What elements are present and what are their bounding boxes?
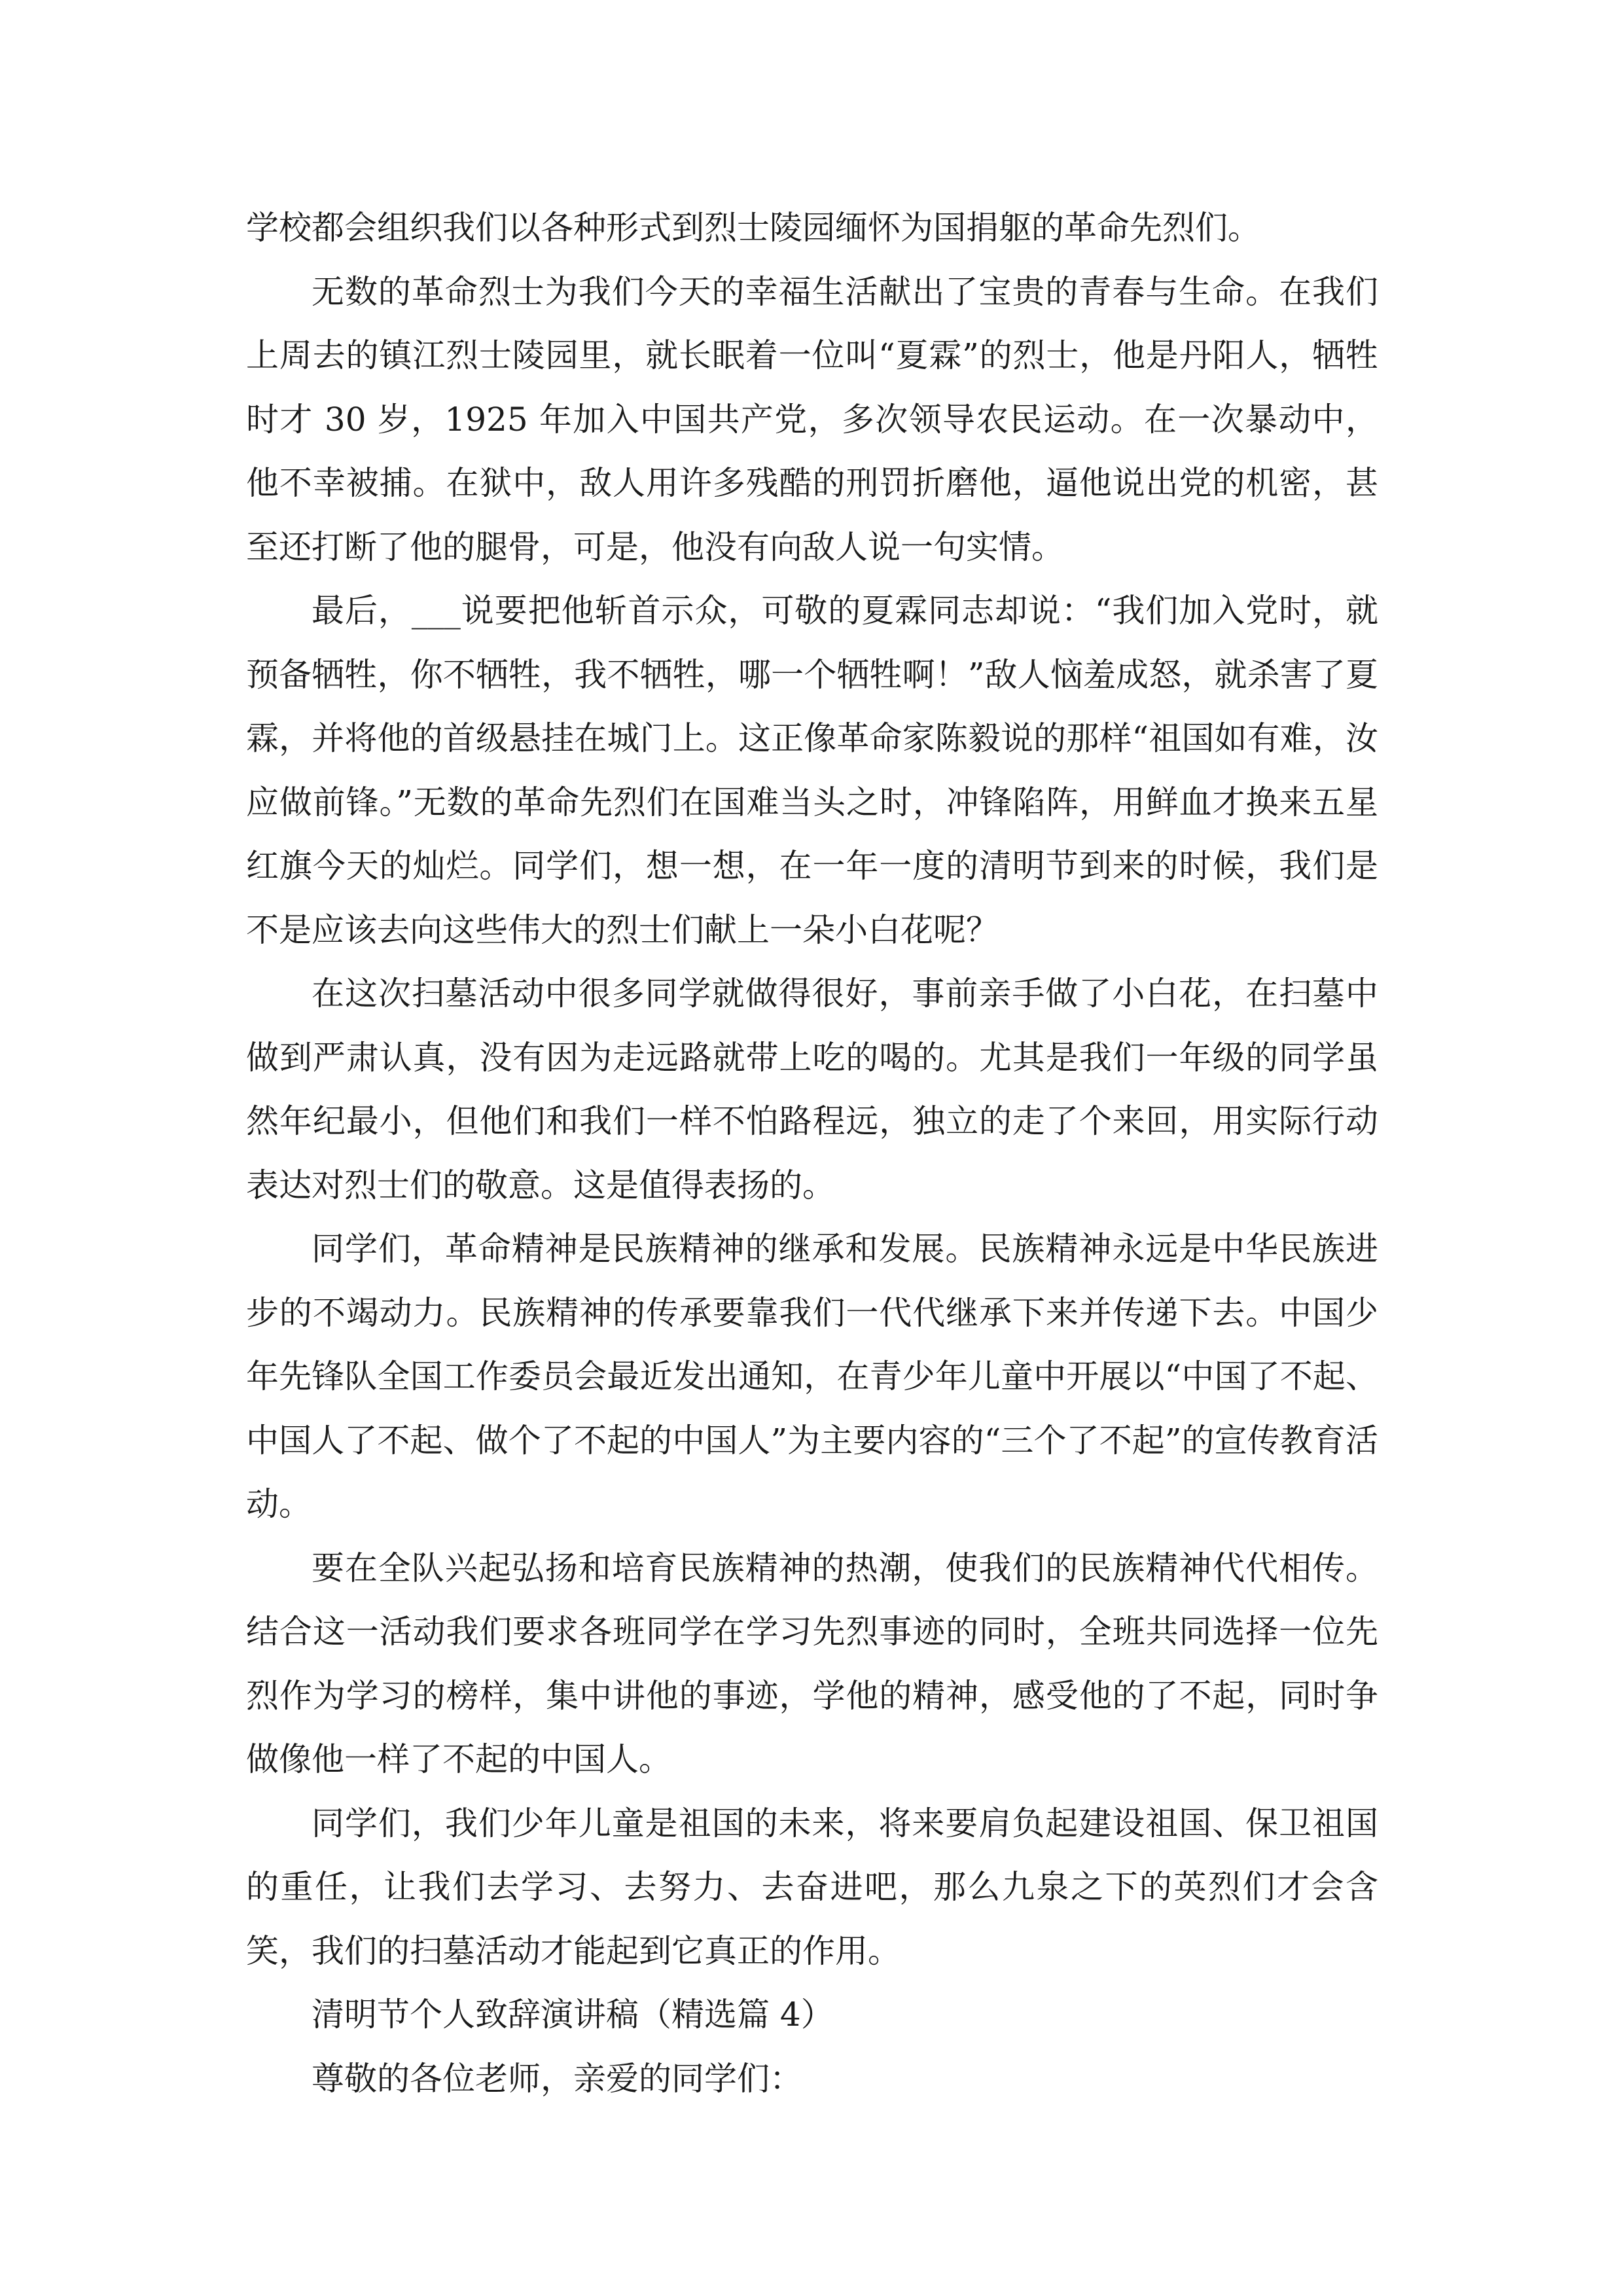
section-heading: 清明节个人致辞演讲稿（精选篇 4）: [312, 1996, 834, 2034]
salutation: 尊敬的各位老师，亲爱的同学们：: [312, 2059, 802, 2098]
paragraph-tomb-sweeping-activity: 在这次扫墓活动中很多同学就做得很好，事前亲手做了小白花，在扫墓中做到严肃认真，没有因为走远路就带上吃的喝的。尤其是我们一年级的同学虽然年纪最小，但他们和我们一样不怕路程远，独立的走了个来回，用实际行动表达对烈士们的敬意。这是值得表扬的。: [246, 975, 1378, 1204]
paragraph-xia-lin-intro: 无数的革命烈士为我们今天的幸福生活献出了宝贵的青春与生命。在我们上周去的镇江烈士陵园里，就长眠着一位叫“夏霖”的烈士，他是丹阳人，牺牲时才 30 岁，1925 年加入中国共产党，多次领导农民运动。在一次暴动中，他不幸被捕。在狱中，敌人用许多残酷的刑罚折磨他，逼他说出党的机密，甚至还打断了他的腿骨，可是，他没有向敌人说一句实情。: [246, 272, 1378, 566]
paragraph-national-spirit: 同学们，革命精神是民族精神的继承和发展。民族精神永远是中华民族进步的不竭动力。民族精神的传承要靠我们一代代继承下来并传递下去。中国少年先锋队全国工作委员会最近发出通知，在青少年儿童中开展以“中国了不起、中国人了不起、做个了不起的中国人”为主要内容的“三个了不起”的宣传教育活动。: [246, 1230, 1378, 1523]
paragraph-closing: 同学们，我们少年儿童是祖国的未来，将来要肩负起建设祖国、保卫祖国的重任，让我们去学习、去努力、去奋进吧，那么九泉之下的英烈们才会含笑，我们的扫墓活动才能起到它真正的作用。: [246, 1804, 1378, 1970]
paragraph-role-model: 要在全队兴起弘扬和培育民族精神的热潮，使我们的民族精神代代相传。结合这一活动我们要求各班同学在学习先烈事迹的同时，全班共同选择一位先烈作为学习的榜样，集中讲他的事迹，学他的精神，感受他的了不起，同时争做像他一样了不起的中国人。: [246, 1549, 1378, 1778]
document-body: [246, 196, 1378, 2111]
paragraph-continuation: 学校都会组织我们以各种形式到烈士陵园缅怀为国捐躯的革命先烈们。: [246, 209, 1260, 247]
paragraph-xia-lin-sacrifice: 最后，___说要把他斩首示众，可敬的夏霖同志却说：“我们加入党时，就预备牺牲，你不牺牲，我不牺牲，哪一个牺牲啊！”敌人恼羞成怒，就杀害了夏霖，并将他的首级悬挂在城门上。这正像革命家陈毅说的那样“祖国如有难，汝应做前锋。”无数的革命先烈们在国难当头之时，冲锋陷阵，用鲜血才换来五星红旗今天的灿烂。同学们，想一想，在一年一度的清明节到来的时候，我们是不是应该去向这些伟大的烈士们献上一朵小白花呢？: [246, 592, 1378, 949]
